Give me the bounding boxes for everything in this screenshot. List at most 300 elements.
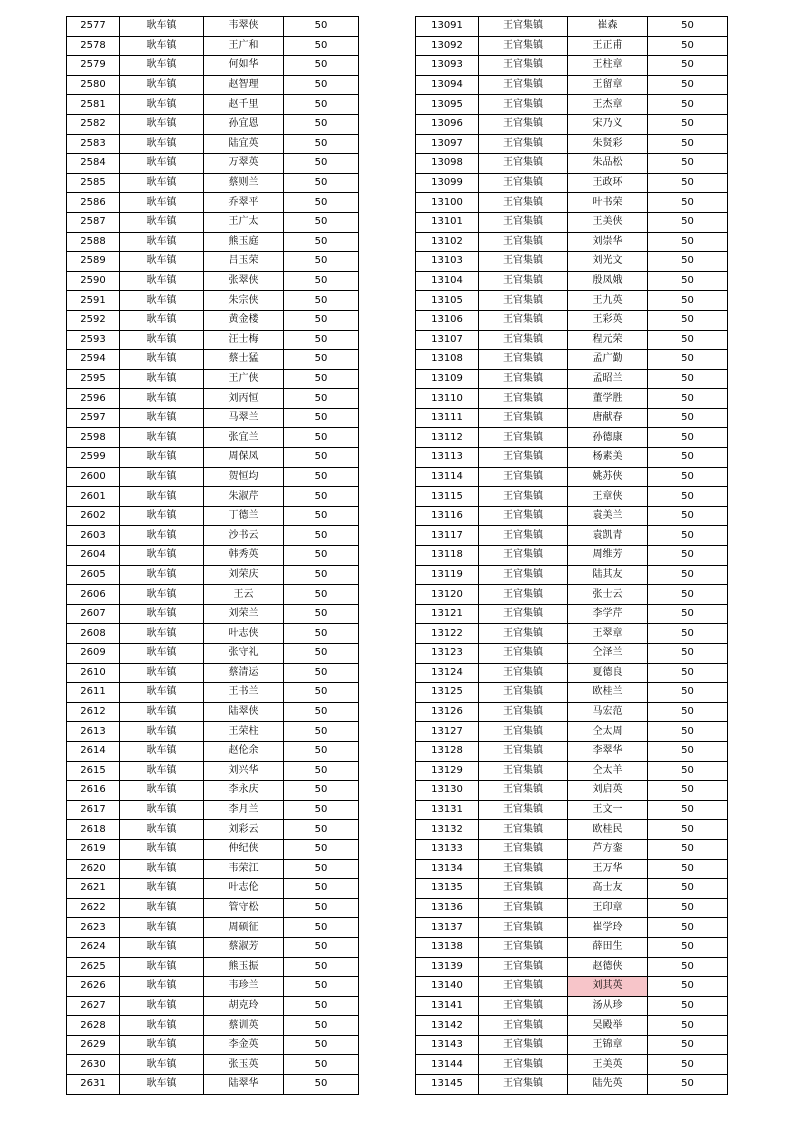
amount-cell: 50 (648, 644, 728, 664)
row-number-cell: 13100 (416, 193, 479, 213)
row-number-cell: 2580 (67, 75, 120, 95)
row-number-cell: 2584 (67, 154, 120, 174)
table-row (67, 898, 359, 918)
table-row (416, 859, 728, 879)
table-row (416, 134, 728, 154)
town-cell: 王官集镇 (479, 291, 568, 311)
table-row (416, 389, 728, 409)
name-cell: 程元荣 (568, 330, 648, 350)
right-roster-table (415, 16, 728, 1095)
row-number-cell: 13124 (416, 663, 479, 683)
table-row (67, 1055, 359, 1075)
row-number-cell: 13115 (416, 487, 479, 507)
table-row (67, 36, 359, 56)
name-cell: 杨素美 (568, 448, 648, 468)
row-number-cell: 2601 (67, 487, 120, 507)
row-number-cell: 2588 (67, 232, 120, 252)
row-number-cell: 2592 (67, 310, 120, 330)
town-cell: 王官集镇 (479, 859, 568, 879)
town-cell: 王官集镇 (479, 1035, 568, 1055)
name-cell: 刘兴华 (204, 761, 284, 781)
town-cell: 王官集镇 (479, 977, 568, 997)
table-row (416, 1035, 728, 1055)
row-number-cell: 13141 (416, 996, 479, 1016)
amount-cell: 50 (284, 996, 359, 1016)
row-number-cell: 2621 (67, 879, 120, 899)
row-number-cell: 13103 (416, 252, 479, 272)
name-cell: 叶志侠 (204, 624, 284, 644)
table-row (67, 1035, 359, 1055)
row-number-cell: 2611 (67, 683, 120, 703)
amount-cell: 50 (284, 879, 359, 899)
town-cell: 耿车镇 (120, 800, 204, 820)
table-row (416, 1055, 728, 1075)
row-number-cell: 13106 (416, 310, 479, 330)
name-cell: 王文一 (568, 800, 648, 820)
name-cell: 李学芹 (568, 604, 648, 624)
table-row (67, 271, 359, 291)
table-row (416, 114, 728, 134)
town-cell: 耿车镇 (120, 232, 204, 252)
name-cell: 李永庆 (204, 781, 284, 801)
name-cell: 高士友 (568, 879, 648, 899)
amount-cell: 50 (284, 761, 359, 781)
table-row (416, 36, 728, 56)
row-number-cell: 13119 (416, 565, 479, 585)
row-number-cell: 2581 (67, 95, 120, 115)
row-number-cell: 13116 (416, 506, 479, 526)
name-cell: 陆翠侠 (204, 702, 284, 722)
name-cell: 张玉英 (204, 1055, 284, 1075)
amount-cell: 50 (284, 428, 359, 448)
town-cell: 王官集镇 (479, 741, 568, 761)
table-row (67, 663, 359, 683)
amount-cell: 50 (284, 232, 359, 252)
name-cell: 吴殿举 (568, 1016, 648, 1036)
table-row (416, 154, 728, 174)
amount-cell: 50 (648, 1016, 728, 1036)
name-cell: 王政环 (568, 173, 648, 193)
row-number-cell: 2620 (67, 859, 120, 879)
row-number-cell: 13145 (416, 1075, 479, 1095)
table-row (416, 879, 728, 899)
town-cell: 耿车镇 (120, 448, 204, 468)
row-number-cell: 2622 (67, 898, 120, 918)
name-cell: 韦珍兰 (204, 977, 284, 997)
amount-cell: 50 (284, 448, 359, 468)
row-number-cell: 2617 (67, 800, 120, 820)
town-cell: 耿车镇 (120, 1016, 204, 1036)
amount-cell: 50 (284, 193, 359, 213)
name-cell: 孙宜恩 (204, 114, 284, 134)
town-cell: 王官集镇 (479, 36, 568, 56)
table-row (67, 154, 359, 174)
table-row (67, 604, 359, 624)
row-number-cell: 2615 (67, 761, 120, 781)
row-number-cell: 13121 (416, 604, 479, 624)
row-number-cell: 2591 (67, 291, 120, 311)
town-cell: 王官集镇 (479, 389, 568, 409)
amount-cell: 50 (284, 310, 359, 330)
amount-cell: 50 (284, 1016, 359, 1036)
row-number-cell: 13126 (416, 702, 479, 722)
town-cell: 耿车镇 (120, 546, 204, 566)
amount-cell: 50 (284, 154, 359, 174)
town-cell: 王官集镇 (479, 800, 568, 820)
town-cell: 耿车镇 (120, 604, 204, 624)
row-number-cell: 13093 (416, 56, 479, 76)
amount-cell: 50 (648, 977, 728, 997)
town-cell: 王官集镇 (479, 448, 568, 468)
table-row (416, 722, 728, 742)
table-row (67, 937, 359, 957)
row-number-cell: 13133 (416, 839, 479, 859)
town-cell: 耿车镇 (120, 173, 204, 193)
row-number-cell: 2599 (67, 448, 120, 468)
table-row (67, 761, 359, 781)
town-cell: 王官集镇 (479, 75, 568, 95)
amount-cell: 50 (284, 546, 359, 566)
town-cell: 王官集镇 (479, 937, 568, 957)
town-cell: 王官集镇 (479, 1075, 568, 1095)
town-cell: 耿车镇 (120, 75, 204, 95)
table-row (67, 291, 359, 311)
name-cell: 刘丙恒 (204, 389, 284, 409)
amount-cell: 50 (648, 526, 728, 546)
town-cell: 耿车镇 (120, 937, 204, 957)
amount-cell: 50 (284, 683, 359, 703)
row-number-cell: 13091 (416, 17, 479, 37)
row-number-cell: 2625 (67, 957, 120, 977)
table-row (67, 428, 359, 448)
table-row (416, 937, 728, 957)
row-number-cell: 13109 (416, 369, 479, 389)
town-cell: 王官集镇 (479, 369, 568, 389)
amount-cell: 50 (284, 702, 359, 722)
row-number-cell: 2586 (67, 193, 120, 213)
row-number-cell: 13134 (416, 859, 479, 879)
name-cell: 周硕征 (204, 918, 284, 938)
town-cell: 王官集镇 (479, 232, 568, 252)
table-row (416, 1016, 728, 1036)
row-number-cell: 13112 (416, 428, 479, 448)
name-cell: 熊玉庭 (204, 232, 284, 252)
name-cell: 仝泽兰 (568, 644, 648, 664)
name-cell: 王正甫 (568, 36, 648, 56)
table-row (416, 585, 728, 605)
name-cell: 何如华 (204, 56, 284, 76)
town-cell: 耿车镇 (120, 526, 204, 546)
name-cell: 殷凤娥 (568, 271, 648, 291)
row-number-cell: 2614 (67, 741, 120, 761)
amount-cell: 50 (284, 369, 359, 389)
row-number-cell: 2577 (67, 17, 120, 37)
amount-cell: 50 (284, 781, 359, 801)
town-cell: 王官集镇 (479, 506, 568, 526)
name-cell: 赵智理 (204, 75, 284, 95)
name-cell: 孟广勤 (568, 350, 648, 370)
amount-cell: 50 (284, 644, 359, 664)
amount-cell: 50 (648, 408, 728, 428)
row-number-cell: 2627 (67, 996, 120, 1016)
table-row (416, 741, 728, 761)
name-cell: 王美侠 (568, 212, 648, 232)
amount-cell: 50 (284, 604, 359, 624)
row-number-cell: 13092 (416, 36, 479, 56)
amount-cell: 50 (648, 1075, 728, 1095)
table-row (416, 918, 728, 938)
row-number-cell: 2623 (67, 918, 120, 938)
table-row (416, 173, 728, 193)
amount-cell: 50 (284, 252, 359, 272)
name-cell: 蔡淑芳 (204, 937, 284, 957)
town-cell: 王官集镇 (479, 350, 568, 370)
town-cell: 耿车镇 (120, 193, 204, 213)
name-cell: 刘彩云 (204, 820, 284, 840)
row-number-cell: 13095 (416, 95, 479, 115)
table-row (416, 369, 728, 389)
amount-cell: 50 (648, 859, 728, 879)
town-cell: 王官集镇 (479, 154, 568, 174)
town-cell: 王官集镇 (479, 546, 568, 566)
town-cell: 耿车镇 (120, 428, 204, 448)
row-number-cell: 13102 (416, 232, 479, 252)
row-number-cell: 2602 (67, 506, 120, 526)
name-cell: 王九英 (568, 291, 648, 311)
table-row (67, 1075, 359, 1095)
name-cell: 王留章 (568, 75, 648, 95)
row-number-cell: 13135 (416, 879, 479, 899)
row-number-cell: 2629 (67, 1035, 120, 1055)
town-cell: 耿车镇 (120, 310, 204, 330)
row-number-cell: 2600 (67, 467, 120, 487)
amount-cell: 50 (284, 1035, 359, 1055)
name-cell: 王云 (204, 585, 284, 605)
name-cell: 王翠章 (568, 624, 648, 644)
name-cell: 陆其友 (568, 565, 648, 585)
row-number-cell: 13127 (416, 722, 479, 742)
amount-cell: 50 (648, 1035, 728, 1055)
amount-cell: 50 (648, 918, 728, 938)
town-cell: 王官集镇 (479, 526, 568, 546)
amount-cell: 50 (284, 663, 359, 683)
name-cell: 韦翠侠 (204, 17, 284, 37)
name-cell: 汪士梅 (204, 330, 284, 350)
amount-cell: 50 (648, 546, 728, 566)
town-cell: 耿车镇 (120, 898, 204, 918)
name-cell: 仝太周 (568, 722, 648, 742)
town-cell: 耿车镇 (120, 957, 204, 977)
name-cell: 王荣柱 (204, 722, 284, 742)
name-cell: 欧桂民 (568, 820, 648, 840)
town-cell: 王官集镇 (479, 1016, 568, 1036)
name-cell: 赵伦余 (204, 741, 284, 761)
name-cell: 朱贤彩 (568, 134, 648, 154)
row-number-cell: 2616 (67, 781, 120, 801)
row-number-cell: 2582 (67, 114, 120, 134)
town-cell: 耿车镇 (120, 839, 204, 859)
amount-cell: 50 (648, 467, 728, 487)
table-row (416, 839, 728, 859)
town-cell: 王官集镇 (479, 996, 568, 1016)
table-row (67, 800, 359, 820)
amount-cell: 50 (284, 330, 359, 350)
row-number-cell: 2624 (67, 937, 120, 957)
table-row (67, 918, 359, 938)
row-number-cell: 13139 (416, 957, 479, 977)
table-row (416, 291, 728, 311)
name-cell: 王广太 (204, 212, 284, 232)
town-cell: 耿车镇 (120, 565, 204, 585)
amount-cell: 50 (648, 624, 728, 644)
name-cell: 张翠侠 (204, 271, 284, 291)
name-cell: 王柱章 (568, 56, 648, 76)
table-row (67, 369, 359, 389)
row-number-cell: 2590 (67, 271, 120, 291)
table-row (416, 683, 728, 703)
table-row (67, 585, 359, 605)
name-cell: 王广侠 (204, 369, 284, 389)
town-cell: 耿车镇 (120, 56, 204, 76)
name-cell: 熊玉振 (204, 957, 284, 977)
table-row (416, 448, 728, 468)
town-cell: 王官集镇 (479, 1055, 568, 1075)
table-row (416, 428, 728, 448)
amount-cell: 50 (648, 741, 728, 761)
name-cell: 韩秀英 (204, 546, 284, 566)
row-number-cell: 2589 (67, 252, 120, 272)
town-cell: 王官集镇 (479, 212, 568, 232)
name-cell: 王万华 (568, 859, 648, 879)
table-row (67, 1016, 359, 1036)
name-cell: 韦荣江 (204, 859, 284, 879)
amount-cell: 50 (648, 56, 728, 76)
name-cell: 万翠英 (204, 154, 284, 174)
table-row (416, 781, 728, 801)
amount-cell: 50 (284, 585, 359, 605)
amount-cell: 50 (648, 663, 728, 683)
amount-cell: 50 (284, 624, 359, 644)
amount-cell: 50 (284, 957, 359, 977)
town-cell: 耿车镇 (120, 663, 204, 683)
table-row (416, 526, 728, 546)
name-cell: 仲纪侠 (204, 839, 284, 859)
name-cell: 王彩英 (568, 310, 648, 330)
town-cell: 王官集镇 (479, 957, 568, 977)
row-number-cell: 13107 (416, 330, 479, 350)
table-row (416, 800, 728, 820)
amount-cell: 50 (648, 369, 728, 389)
name-cell: 张宜兰 (204, 428, 284, 448)
town-cell: 王官集镇 (479, 683, 568, 703)
name-cell: 乔翠平 (204, 193, 284, 213)
town-cell: 王官集镇 (479, 271, 568, 291)
table-row (67, 232, 359, 252)
name-cell: 崔森 (568, 17, 648, 37)
amount-cell: 50 (648, 565, 728, 585)
table-row (67, 624, 359, 644)
amount-cell: 50 (284, 722, 359, 742)
table-row (67, 977, 359, 997)
name-cell: 刘崇华 (568, 232, 648, 252)
row-number-cell: 2628 (67, 1016, 120, 1036)
town-cell: 王官集镇 (479, 565, 568, 585)
name-cell: 马翠兰 (204, 408, 284, 428)
name-cell: 袁凯青 (568, 526, 648, 546)
town-cell: 王官集镇 (479, 663, 568, 683)
name-cell: 陆先英 (568, 1075, 648, 1095)
row-number-cell: 2613 (67, 722, 120, 742)
row-number-cell: 13125 (416, 683, 479, 703)
row-number-cell: 2609 (67, 644, 120, 664)
name-cell: 沙书云 (204, 526, 284, 546)
row-number-cell: 2605 (67, 565, 120, 585)
amount-cell: 50 (648, 1055, 728, 1075)
name-cell: 欧桂兰 (568, 683, 648, 703)
row-number-cell: 13117 (416, 526, 479, 546)
amount-cell: 50 (648, 154, 728, 174)
row-number-cell: 13105 (416, 291, 479, 311)
table-row (67, 193, 359, 213)
name-cell: 夏德良 (568, 663, 648, 683)
town-cell: 耿车镇 (120, 1055, 204, 1075)
amount-cell: 50 (648, 95, 728, 115)
name-cell: 仝太羊 (568, 761, 648, 781)
table-row (67, 820, 359, 840)
table-row (416, 487, 728, 507)
town-cell: 耿车镇 (120, 683, 204, 703)
table-row (67, 350, 359, 370)
amount-cell: 50 (648, 173, 728, 193)
table-row (67, 526, 359, 546)
amount-cell: 50 (284, 937, 359, 957)
amount-cell: 50 (648, 212, 728, 232)
row-number-cell: 2585 (67, 173, 120, 193)
row-number-cell: 2607 (67, 604, 120, 624)
town-cell: 耿车镇 (120, 585, 204, 605)
name-cell: 董学胜 (568, 389, 648, 409)
row-number-cell: 13114 (416, 467, 479, 487)
amount-cell: 50 (284, 56, 359, 76)
amount-cell: 50 (284, 898, 359, 918)
table-row (67, 506, 359, 526)
town-cell: 耿车镇 (120, 212, 204, 232)
name-cell: 薛田生 (568, 937, 648, 957)
name-cell: 陆宜英 (204, 134, 284, 154)
table-row (67, 75, 359, 95)
town-cell: 王官集镇 (479, 310, 568, 330)
town-cell: 耿车镇 (120, 467, 204, 487)
amount-cell: 50 (648, 36, 728, 56)
name-cell: 王锦章 (568, 1035, 648, 1055)
table-row (416, 310, 728, 330)
name-cell: 陆翠华 (204, 1075, 284, 1095)
table-row (67, 114, 359, 134)
table-row (416, 95, 728, 115)
amount-cell: 50 (648, 75, 728, 95)
table-row (67, 310, 359, 330)
town-cell: 王官集镇 (479, 330, 568, 350)
row-number-cell: 13110 (416, 389, 479, 409)
row-number-cell: 2595 (67, 369, 120, 389)
table-row (67, 879, 359, 899)
row-number-cell: 13108 (416, 350, 479, 370)
name-cell: 黄金楼 (204, 310, 284, 330)
row-number-cell: 2598 (67, 428, 120, 448)
name-cell: 刘荣兰 (204, 604, 284, 624)
table-row (416, 17, 728, 37)
table-row (416, 546, 728, 566)
